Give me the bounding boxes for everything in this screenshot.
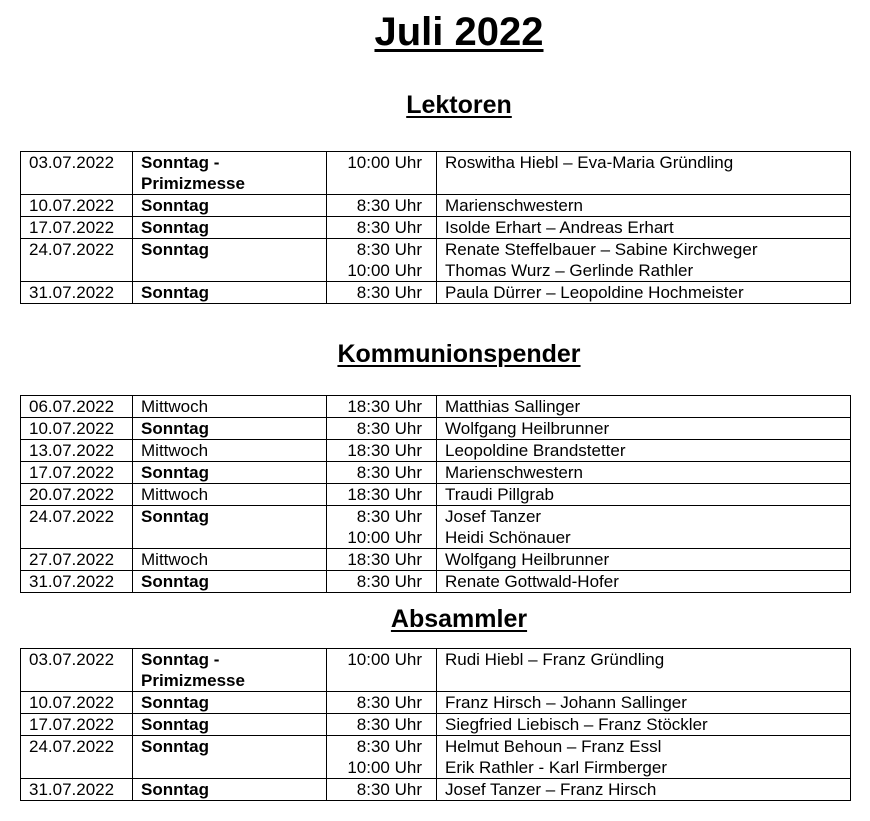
date-cell: 17.07.2022 [21, 462, 133, 484]
time-line: 10:00 Uhr [347, 153, 422, 172]
time-line: 8:30 Uhr [356, 218, 422, 237]
date-cell: 24.07.2022 [21, 506, 133, 549]
names-cell [437, 462, 851, 484]
day-cell [133, 152, 327, 195]
time-line: 10:00 Uhr [347, 758, 422, 777]
time-cell [327, 779, 437, 801]
day-cell [133, 649, 327, 692]
names-cell [437, 649, 851, 692]
day-cell [133, 195, 327, 217]
time-cell [327, 282, 437, 304]
day-line: Sonntag [141, 240, 209, 259]
date-cell: 06.07.2022 [21, 396, 133, 418]
day-cell [133, 549, 327, 571]
day-line: Primizmesse [141, 671, 245, 690]
names-cell [437, 282, 851, 304]
names-cell [437, 440, 851, 462]
time-line: 8:30 Uhr [356, 693, 422, 712]
time-line: 10:00 Uhr [347, 261, 422, 280]
names-cell [437, 396, 851, 418]
time-line: 18:30 Uhr [347, 485, 422, 504]
table-row [21, 692, 851, 714]
section-title-kommunionspender: Kommunionspender [337, 340, 581, 368]
day-cell [133, 440, 327, 462]
name-line: Isolde Erhart – Andreas Erhart [445, 218, 674, 237]
day-line: Sonntag [141, 507, 209, 526]
table-row [21, 396, 851, 418]
name-line: Roswitha Hiebl – Eva-Maria Gründling [445, 153, 734, 172]
time-line: 10:00 Uhr [347, 650, 422, 669]
section-title-lektoren: Lektoren [406, 91, 512, 119]
time-line: 8:30 Uhr [356, 419, 422, 438]
names-cell [437, 239, 851, 282]
time-line: 10:00 Uhr [347, 528, 422, 547]
name-line: Heidi Schönauer [445, 528, 571, 547]
time-line: 18:30 Uhr [347, 397, 422, 416]
time-line: 8:30 Uhr [356, 507, 422, 526]
day-cell [133, 714, 327, 736]
table-row [21, 736, 851, 779]
names-cell [437, 418, 851, 440]
date-cell: 17.07.2022 [21, 714, 133, 736]
day-cell [133, 217, 327, 239]
time-cell [327, 396, 437, 418]
time-cell [327, 714, 437, 736]
names-cell [437, 779, 851, 801]
day-line: Mittwoch [141, 397, 209, 416]
names-cell [437, 736, 851, 779]
date-cell: 24.07.2022 [21, 736, 133, 779]
day-cell [133, 462, 327, 484]
day-line: Sonntag [141, 715, 209, 734]
day-line: Mittwoch [141, 550, 209, 569]
day-cell [133, 396, 327, 418]
time-line: 8:30 Uhr [356, 240, 422, 259]
date-cell: 20.07.2022 [21, 484, 133, 506]
day-line: Sonntag [141, 737, 209, 756]
table-row [21, 217, 851, 239]
name-line: Erik Rathler - Karl Firmberger [445, 758, 667, 777]
table-row [21, 440, 851, 462]
name-line: Matthias Sallinger [445, 397, 581, 416]
time-cell [327, 239, 437, 282]
day-cell [133, 779, 327, 801]
names-cell [437, 152, 851, 195]
day-cell [133, 571, 327, 593]
time-cell [327, 462, 437, 484]
name-line: Renate Steffelbauer – Sabine Kirchweger [445, 240, 758, 259]
table-row [21, 549, 851, 571]
table-row [21, 462, 851, 484]
time-line: 8:30 Uhr [356, 715, 422, 734]
day-line: Sonntag - [141, 153, 220, 172]
day-cell [133, 282, 327, 304]
day-cell [133, 484, 327, 506]
names-cell [437, 692, 851, 714]
name-line: Renate Gottwald-Hofer [445, 572, 619, 591]
day-line: Sonntag [141, 283, 209, 302]
date-cell: 31.07.2022 [21, 779, 133, 801]
table-row [21, 779, 851, 801]
name-line: Marienschwestern [445, 196, 583, 215]
names-cell [437, 506, 851, 549]
time-cell [327, 484, 437, 506]
names-cell [437, 484, 851, 506]
table-row [21, 239, 851, 282]
date-cell: 24.07.2022 [21, 239, 133, 282]
time-cell [327, 418, 437, 440]
date-cell: 17.07.2022 [21, 217, 133, 239]
names-cell [437, 714, 851, 736]
day-line: Sonntag [141, 419, 209, 438]
lektoren-table [20, 151, 851, 304]
time-cell [327, 549, 437, 571]
date-cell: 03.07.2022 [21, 152, 133, 195]
name-line: Thomas Wurz – Gerlinde Rathler [445, 261, 694, 280]
day-cell [133, 692, 327, 714]
section-title-absammler: Absammler [390, 605, 528, 633]
time-line: 8:30 Uhr [356, 572, 422, 591]
table-row [21, 418, 851, 440]
page-title: Juli 2022 [374, 10, 544, 54]
name-line: Wolfgang Heilbrunner [445, 419, 610, 438]
name-line: Leopoldine Brandstetter [445, 441, 626, 460]
date-cell: 03.07.2022 [21, 649, 133, 692]
date-cell: 10.07.2022 [21, 418, 133, 440]
name-line: Josef Tanzer [445, 507, 542, 526]
day-cell [133, 418, 327, 440]
names-cell [437, 195, 851, 217]
day-line: Sonntag [141, 693, 209, 712]
day-line: Sonntag [141, 780, 209, 799]
names-cell [437, 549, 851, 571]
time-line: 8:30 Uhr [356, 780, 422, 799]
names-cell [437, 571, 851, 593]
time-line: 8:30 Uhr [356, 737, 422, 756]
time-cell [327, 692, 437, 714]
time-cell [327, 217, 437, 239]
time-cell [327, 506, 437, 549]
table-row [21, 195, 851, 217]
time-line: 8:30 Uhr [356, 196, 422, 215]
table-row [21, 506, 851, 549]
table-row [21, 282, 851, 304]
table-row [21, 714, 851, 736]
table-row [21, 649, 851, 692]
day-line: Sonntag - [141, 650, 220, 669]
day-cell [133, 506, 327, 549]
time-line: 18:30 Uhr [347, 550, 422, 569]
time-cell [327, 736, 437, 779]
name-line: Wolfgang Heilbrunner [445, 550, 610, 569]
time-line: 18:30 Uhr [347, 441, 422, 460]
table-row [21, 152, 851, 195]
date-cell: 31.07.2022 [21, 571, 133, 593]
day-line: Sonntag [141, 572, 209, 591]
absammler-table [20, 648, 851, 801]
date-cell: 27.07.2022 [21, 549, 133, 571]
day-line: Sonntag [141, 218, 209, 237]
time-line: 8:30 Uhr [356, 283, 422, 302]
day-cell [133, 736, 327, 779]
date-cell: 10.07.2022 [21, 195, 133, 217]
name-line: Paula Dürrer – Leopoldine Hochmeister [445, 283, 744, 302]
day-line: Sonntag [141, 196, 209, 215]
day-line: Mittwoch [141, 441, 209, 460]
day-line: Primizmesse [141, 174, 245, 193]
kommunionspender-table [20, 395, 851, 593]
day-line: Sonntag [141, 463, 209, 482]
date-cell: 10.07.2022 [21, 692, 133, 714]
name-line: Helmut Behoun – Franz Essl [445, 737, 662, 756]
time-cell [327, 649, 437, 692]
name-line: Traudi Pillgrab [445, 485, 554, 504]
names-cell [437, 217, 851, 239]
time-cell [327, 195, 437, 217]
time-cell [327, 152, 437, 195]
date-cell: 31.07.2022 [21, 282, 133, 304]
time-line: 8:30 Uhr [356, 463, 422, 482]
day-cell [133, 239, 327, 282]
name-line: Rudi Hiebl – Franz Gründling [445, 650, 665, 669]
time-cell [327, 440, 437, 462]
time-cell [327, 571, 437, 593]
name-line: Marienschwestern [445, 463, 583, 482]
table-row [21, 484, 851, 506]
name-line: Josef Tanzer – Franz Hirsch [445, 780, 657, 799]
date-cell: 13.07.2022 [21, 440, 133, 462]
name-line: Siegfried Liebisch – Franz Stöckler [445, 715, 708, 734]
table-row [21, 571, 851, 593]
day-line: Mittwoch [141, 485, 209, 504]
name-line: Franz Hirsch – Johann Sallinger [445, 693, 687, 712]
